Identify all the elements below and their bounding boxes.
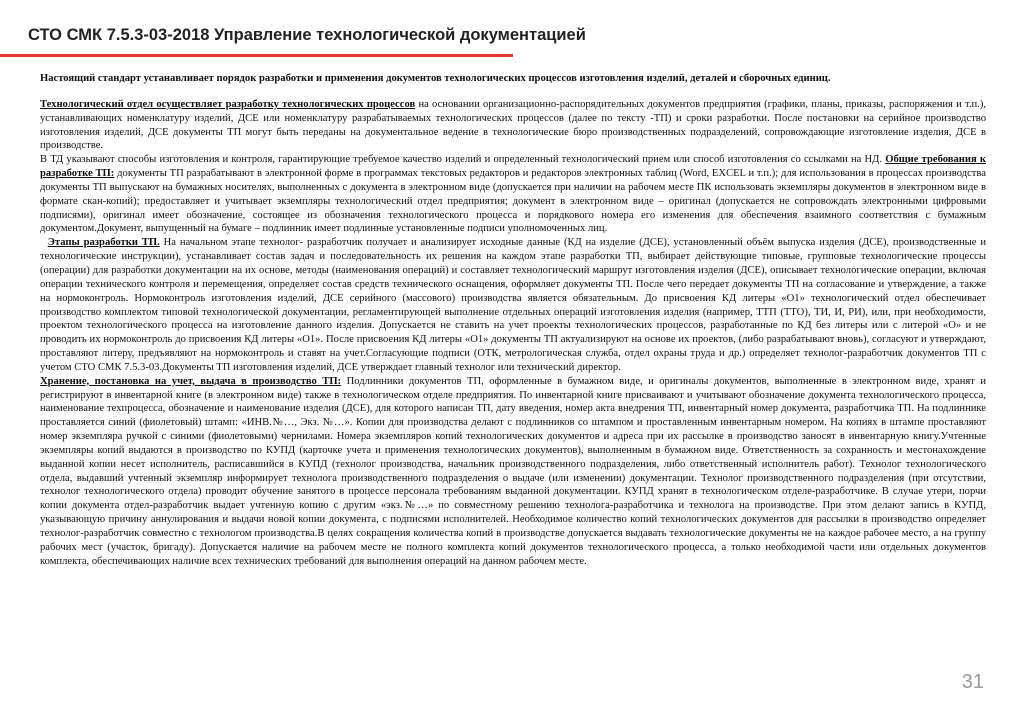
- intro-paragraph: Настоящий стандарт устанавливает порядок разработки и применения документов технологических процессов изготовления изделий, деталей и сборочных единиц.: [40, 73, 831, 84]
- text-storage: Подлинники документов ТП, оформленные в бумажном виде, и оригиналы документов, выполненные в электронном виде, хранят и регистрируют в инвентарной книге (в электронном виде) также в технологическом отделе предприятия. По инвентарной книге присваивают и учитывают обозначение документа технологического процесса, наименование техпроцесса, обозначение и наименование изделия (ДСЕ), для которого написан ТП, дату введения, номер акта внедрения ТП, инвентарный номер документа, разработчика ТП. На подлиннике проставляется синий (фиолетовый) штамп: «ИНВ.№…, Экз. №…». Копии для производства делают с подлинников со штампом и проставленным инвентарным номером. На копиях в штампе проставляют номер экземпляра ручкой с синими (фиолетовыми) чернилами. Номера экземпляров копий технологических документов и адреса при их рассылке в производство заносят в инвентарную книгу.Учтенные экземпляры копий выдаются в производство по КУПД (карточке учета и применения технологических документов), выполненным в бумажном виде. Ответственность за сохранность и местонахождение выданной копии несет исполнитель, расписавшийся в КУПД (технолог производства, начальник производственного подразделения, либо ответственный исполнитель работ). Технолог технологического отдела, выдавший учтенный экземпляр информирует технолога производственного подразделения о выдаче (или изменении) документации. Технолог производственного подразделения (при отсутствии, технолог технологического отдела) проводит обучение занятого в процессе персонала требованиям выданной документации. КУПД хранят в технологическом отделе-разработчике. В случае утери, порчи копии документа отдел-разработчик выдает учтенную копию с другим «экз.№…» по совместному решению технолога-разработчика и технолога на производстве. При этом делают запись в КУПД, указывающую причину аннулирования и выдачи новой копии документа, с подписями исполнителей. Необходимое количество копий технологических документов для рассылки в производство определяет технолог-разработчик совместно с технологом производства.В целях сокращения количества копий в производстве допускается выдавать технологические документы не на каждое рабочее место, а на группу рабочих мест (участок, бригаду). Допускается наличие на рабочем месте не полного комплекта копий документов технологического процесса, а только необходимой части или отдельных документов комплекта, обеспечивающих наличие всех технических требований для выполнения операций на данном рабочем месте.: [40, 375, 986, 567]
- text-development: на основании организационно-распорядительных документов предприятия (графики, планы, приказы, распоряжения и т.п.), устанавливающих номенклатуру изделий, ДСЕ или номенклатуру разрабатываемых технологических процессов (далее по тексту -ТП) и сроки разработки. После постановки на серийное производство изготовления изделий, ДСЕ документы ТП могут быть переданы на документальное ведение в технологические бюро производственных подразделений, сопровождающие изготовление изделия, ДСЕ в производстве.: [40, 98, 987, 152]
- text-general-requirements: документы ТП разрабатывают в электронной форме в программах текстовых редакторов и редакторов электронных таблиц (Word, EXCEL и т.п.); для использования в процессах производства документы ТП выпускают на бумажных носителях, выполненных с документа в электронном виде (допускается при наличии на рабочем месте ПК использовать экземпляры документов в электронном виде в формате скан-копий); предоставляет и учитывает экземпляры технологический отдел предприятия; документ в электронном виде – оригинал (допускается не сопровождать электронными цифровыми подписями), оригинал имеет обозначение, состоящее из обозначения технологического процесса и порядкового номера его изменения для обеспечения взаимного соответствия с бумажным документом.Документ, выпущенный на бумаге – подлинник имеет подлинные установленные подписи уполномоченных лиц.: [40, 168, 986, 235]
- heading-general-requirements: Общие требования к разработке ТП:: [40, 154, 986, 180]
- slide-title: СТО СМК 7.5.3-03-2018 Управление технологической документацией: [28, 26, 586, 44]
- text-td-methods: В ТД указывают способы изготовления и контроля, гарантирующие требуемое качество изделий и определенный технологический прием или способ изготовления со ссылками на НД.: [40, 154, 886, 166]
- paragraph-storage: [40, 375, 986, 569]
- document-body: [40, 72, 986, 569]
- heading-development: Технологический отдел осуществляет разработку технологических процессов: [40, 98, 416, 110]
- page-number: 31: [961, 671, 984, 693]
- title-underline: [0, 54, 513, 57]
- heading-storage: Хранение, постановка на учет, выдача в производство ТП:: [40, 375, 342, 387]
- heading-stages: Этапы разработки ТП.: [47, 237, 160, 249]
- paragraph-stages: [40, 236, 986, 374]
- paragraph-general-requirements: [40, 153, 986, 236]
- paragraph-development: [40, 98, 986, 153]
- text-stages: На начальном этапе технолог- разработчик получает и анализирует исходные данные (КД на изделие (ДСЕ), установленный объём выпуска изделия (ДСЕ), производственные и технологические инструкции), устанавливает состав задач и последовательность их решения на каждом этапе разработки ТП, выбирает действующие типовые, групповые технологические процессы (операции) для разработки документации на их основе, методы (наименования операций) и составляет технологический маршрут изготовления изделия (ДСЕ), описывает технологические операции, включая операции технического контроля и перемещения, определяет состав средств технического оснащения, оформляет документы ТП. После чего передает документы ТП на согласование и утверждение, а также на нормоконтроль. Нормоконтроль изготовления изделий, ДСЕ серийного (массового) производства является обязательным. До присвоения КД литеры «О1» технологический отдел обеспечивает производство комплектом типовой технологической документации, регламентирующей выполнение отдельных операций изготовления изделия (например, ТТП (ТТО), ТИ, И, РИ), или, при необходимости, проектом технологического процесса на изготовление данного изделия. Допускается не ставить на учет проекты технологических процессов, разработанные по КД без литеры или с литерой «О» и не проводить их нормоконтроль до присвоения КД литеры «О1». После присвоения КД литеры «О1» документы ТП актуализируют на основе их проектов, (либо разрабатывают вновь), согласуют и утверждают, проставляют литеру, предъявляют на нормоконтроль и ставят на учет.Согласующие подписи (ОТК, метрологическая служба, отдел охраны труда и др.) определяет технолог-разработчик документов ТП с учетом СТО СМК 7.5.3-03.Документы ТП изготовления изделий, ДСЕ утверждает главный технолог или технический директор.: [40, 237, 986, 373]
